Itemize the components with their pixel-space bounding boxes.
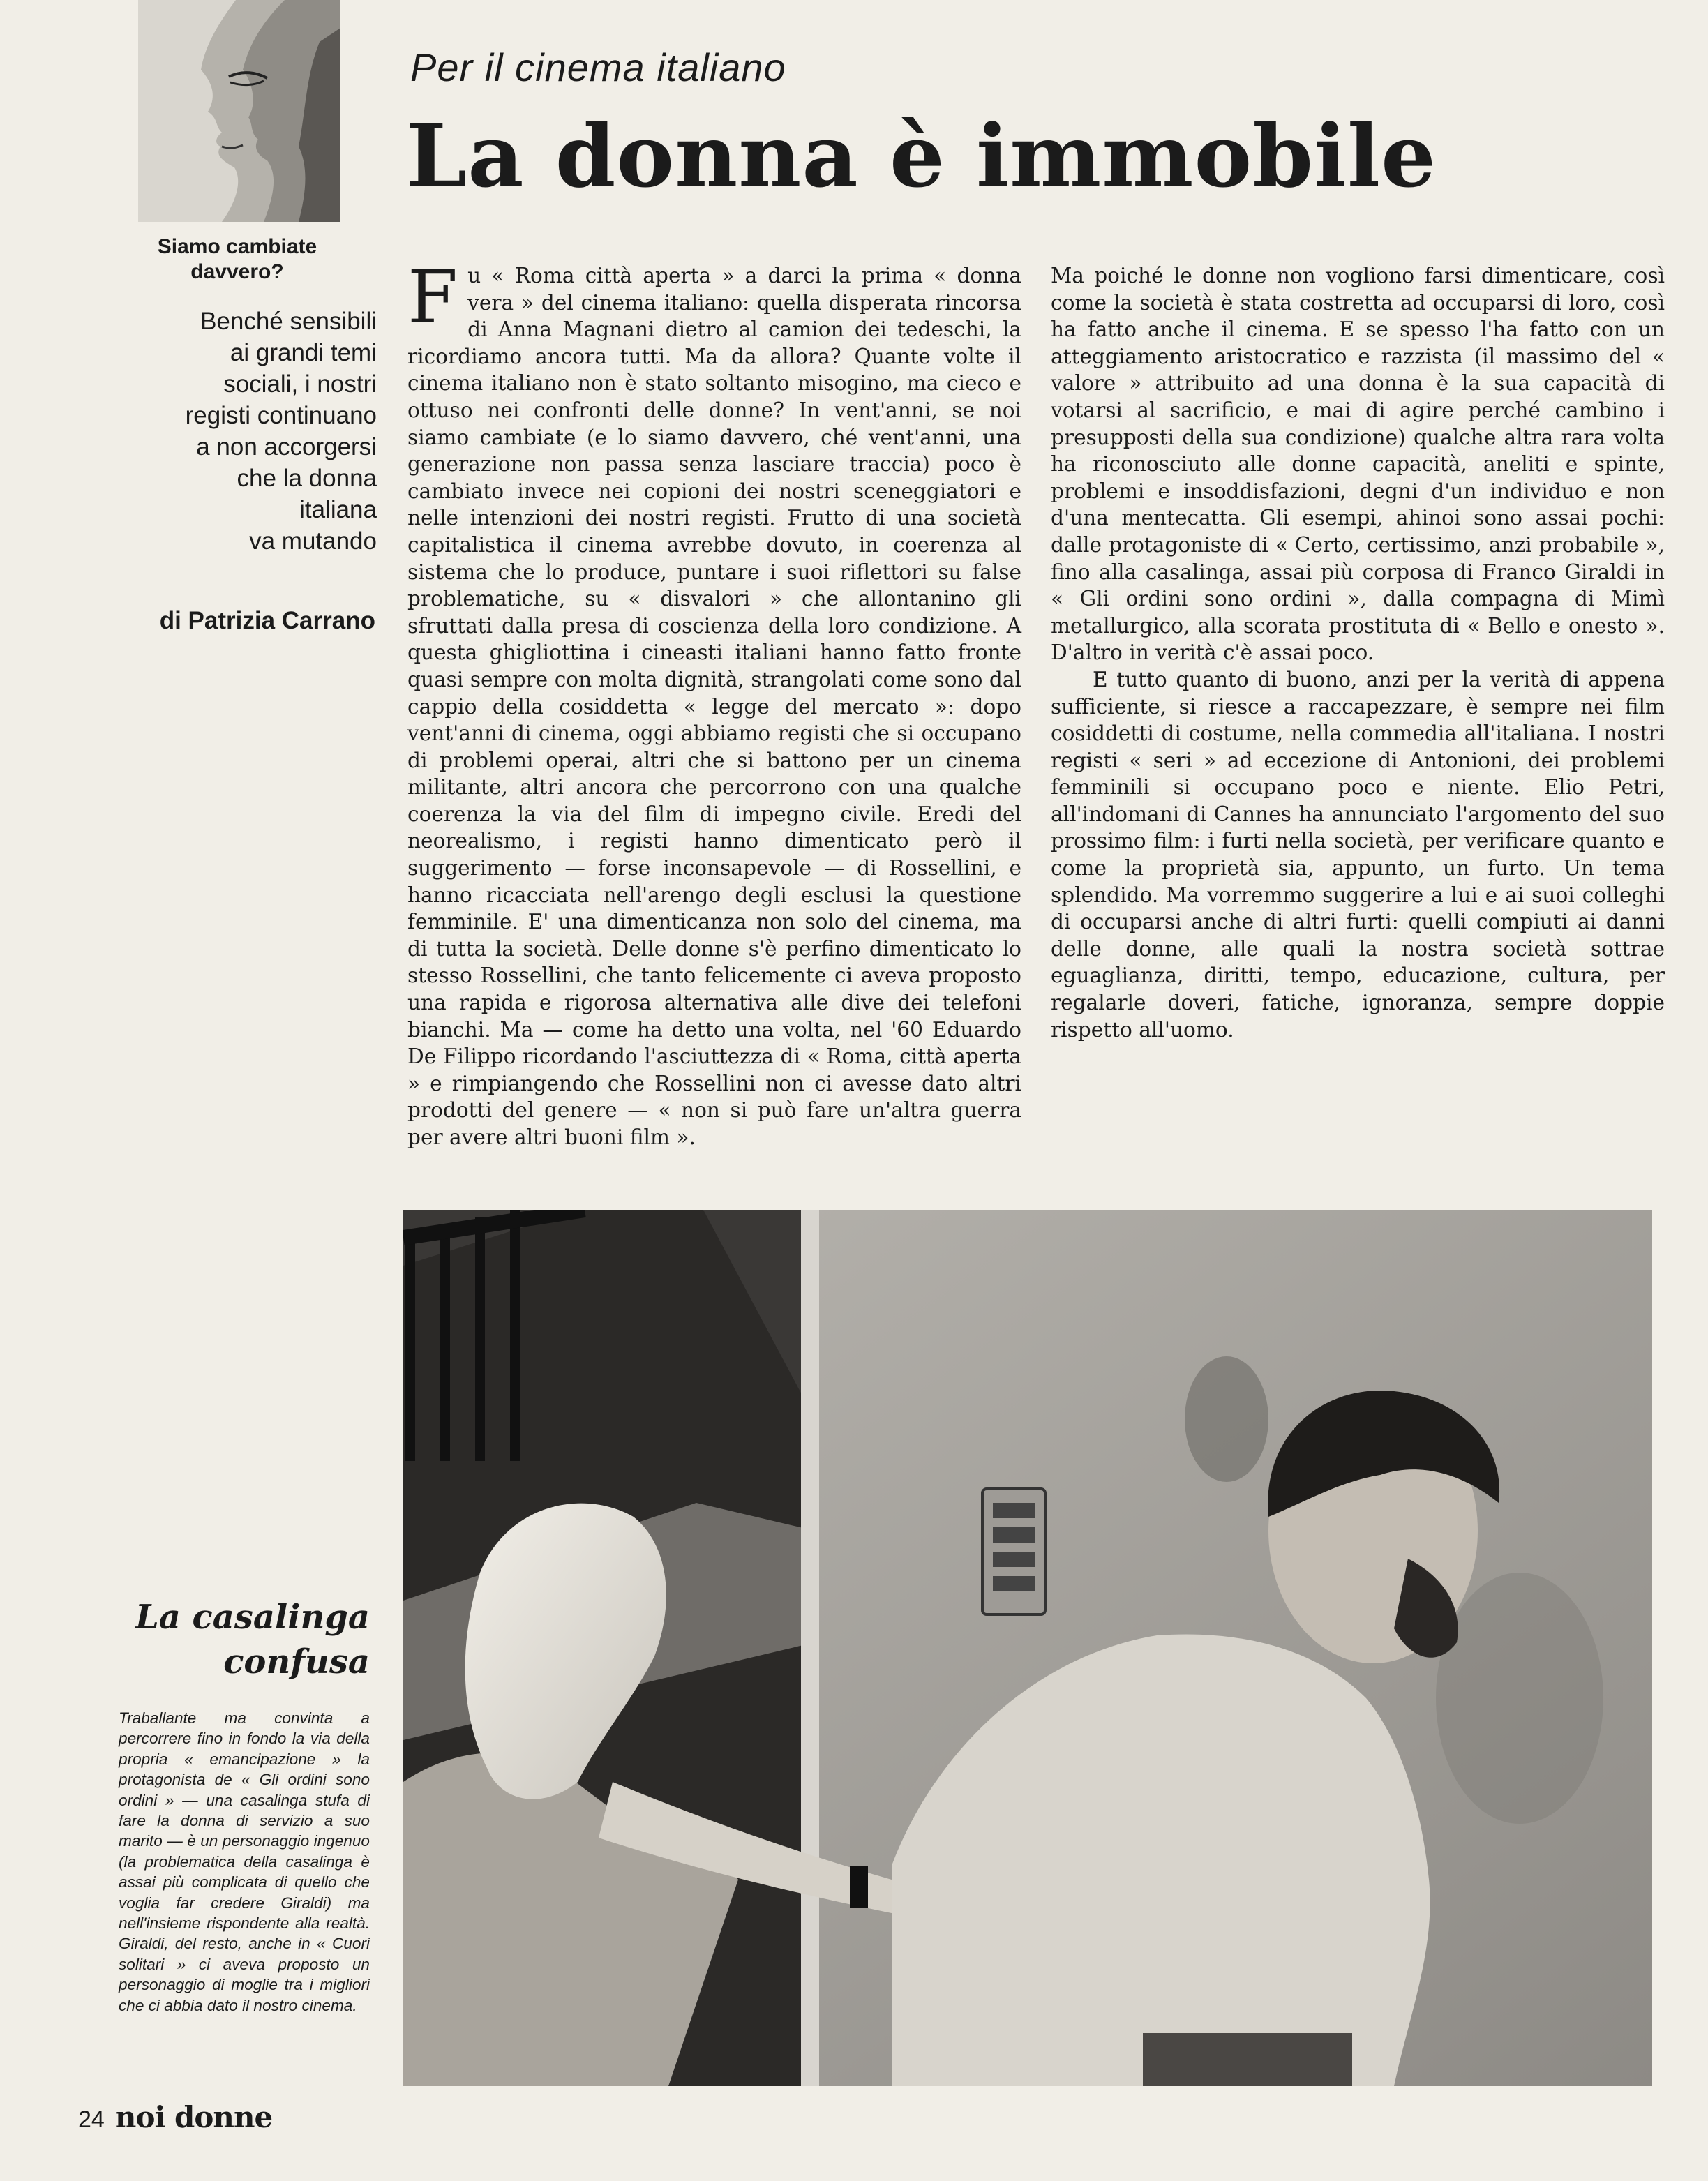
caption-text: Traballante ma convinta a percorrere fino in fondo la via della propria « emancipazione » la protagonista de « Gli ordini sono ordini » — una casalinga stufa di fare la donna di servizio a suo marito — è un personaggio ingenuo (la problematica della casalinga è assai più complicata di quello che voglia far credere Giraldi) ma nell'insieme rispondente alla realtà. Giraldi, del resto, anche in « Cuori solitari » ci aveva proposto un personaggio di moglie tra i migliori che ci abbia dato il nostro cinema. bbox=[119, 1709, 370, 2014]
face-illustration bbox=[138, 0, 340, 222]
dropcap: F bbox=[407, 255, 458, 340]
byline: di Patrizia Carrano bbox=[159, 607, 375, 634]
page-number: 24 bbox=[78, 2106, 105, 2133]
article-column-1 bbox=[407, 255, 1021, 1151]
page-footer bbox=[78, 2100, 272, 2134]
article-column-2 bbox=[1051, 262, 1665, 1043]
magazine-logo: noi donne bbox=[114, 2100, 273, 2134]
caption-title: La casalinga confusa bbox=[135, 1598, 370, 1681]
article-paragraph-2: Ma poiché le donne non vogliono farsi dimenticare, così come la società è stata costretta ad occuparsi di loro, così ha fatto anche il cinema. E se spesso l'ha fatto con un atteggiamento aristocratico e razzista (il massimo del « valore » attribuito ad una donna è la sua capacità di votarsi al sacrificio, e mai di agire perché cambino i presupposti della sua condizione) qualche altra rara volta ha riconosciuto alle donne capacità, aneliti e spinte, problemi e insoddisfazioni, degni d'un individuo e non d'una mentecatta. Gli esempi, ahinoi sono assai pochi: dalle protagoniste di « Certo, certissimo, anzi probabile », fino alla casalinga, assai più corposa di Franco Giraldi in « Gli ordini sono ordini », dalla compagna di Mimì metallurgico, alla scorata prostituta di « Bello e onesto ». D'altro in verità c'è assai poco. bbox=[1051, 264, 1665, 665]
kicker: Per il cinema italiano bbox=[410, 45, 786, 89]
film-still-photo bbox=[403, 1210, 1652, 2086]
headline: La donna è immobile bbox=[406, 106, 1437, 207]
sidebar-question: Siamo cambiate davvero? bbox=[157, 235, 317, 283]
article-paragraph-1: u « Roma città aperta » a darci la prima « donna vera » del cinema italiano: quella disperata rincorsa di Anna Magnani dietro al camion dei tedeschi, la ricordiamo ancora tutti. Ma da allora? Quante volte il cinema italiano non è stato soltanto misogino, ma cieco e ottuso nei confronti delle donne? In vent'anni, se noi siamo cambiate (e lo siamo davvero, ché vent'anni, una generazione non passa senza lasciare traccia) poco è cambiato invece nei copioni dei nostri sceneggiatori e nelle intenzioni dei nostri registi. Frutto di una società capitalistica il cinema avrebbe dovuto, in coerenza al sistema che lo produce, puntare i suoi riflettori su false problematiche, su « disvalori » che allontanino gli sfruttati dalla presa di coscienza della loro condizione. A questa ghigliottina i cineasti italiani hanno fatto fronte quasi sempre con molta dignità, strangolati come sono dal cappio della cosiddetta « legge del mercato »: dopo vent'anni di cinema, oggi abbiamo registi che si occupano di problemi operai, altri che si battono per un cinema militante, altri ancora che percorrono con una qualche coerenza la via del film di impegno civile. Eredi del neorealismo, i registi hanno dimenticato però il suggerimento — forse inconsapevole — di Rossellini, e hanno ricacciata nell'arengo degli esclusi la questione femminile. E' una dimenticanza non solo del cinema, ma di tutta la società. Delle donne s'è perfino dimenticato lo stesso Rossellini, che tanto felicemente ci aveva proposto una rapida e rigorosa alternativa alle dive dei telefoni bianchi. Ma — come ha detto una volta, nel '60 Eduardo De Filippo ricordando l'asciuttezza di « Roma, città aperta » e rimpiangendo che Rossellini non ci avesse dato altri prodotti del genere — « non si può fare un'altra guerra per avere altri buoni film ». bbox=[407, 264, 1021, 1149]
article-paragraph-3: E tutto quanto di buono, anzi per la verità di appena sufficiente, si riesce a raccapezzare, è sempre nei film cosiddetti di costume, nella commedia all'italiana. I nostri registi « seri » ad eccezione di Antonioni, dei problemi femminili si occupano poco e niente. Elio Petri, all'indomani di Cannes ha annunciato l'argomento del suo prossimo film: i furti nella società, per verificare quanto e come la proprietà sia, appunto, un furto. Un tema splendido. Ma vorremmo suggerire a lui e ai suoi colleghi di occuparsi anche di altri furti: quelli compiuti ai danni delle donne, alle quali la nostra società sottrae eguaglianza, diritti, tempo, educazione, cultura, per regalarle doveri, fatiche, ignoranza, sempre doppie rispetto all'uomo. bbox=[1051, 667, 1665, 1042]
sidebar-intro: Benché sensibili ai grandi temi sociali, i nostri registi continuano a non accorgersi che la donna italiana va mutando bbox=[185, 308, 377, 555]
